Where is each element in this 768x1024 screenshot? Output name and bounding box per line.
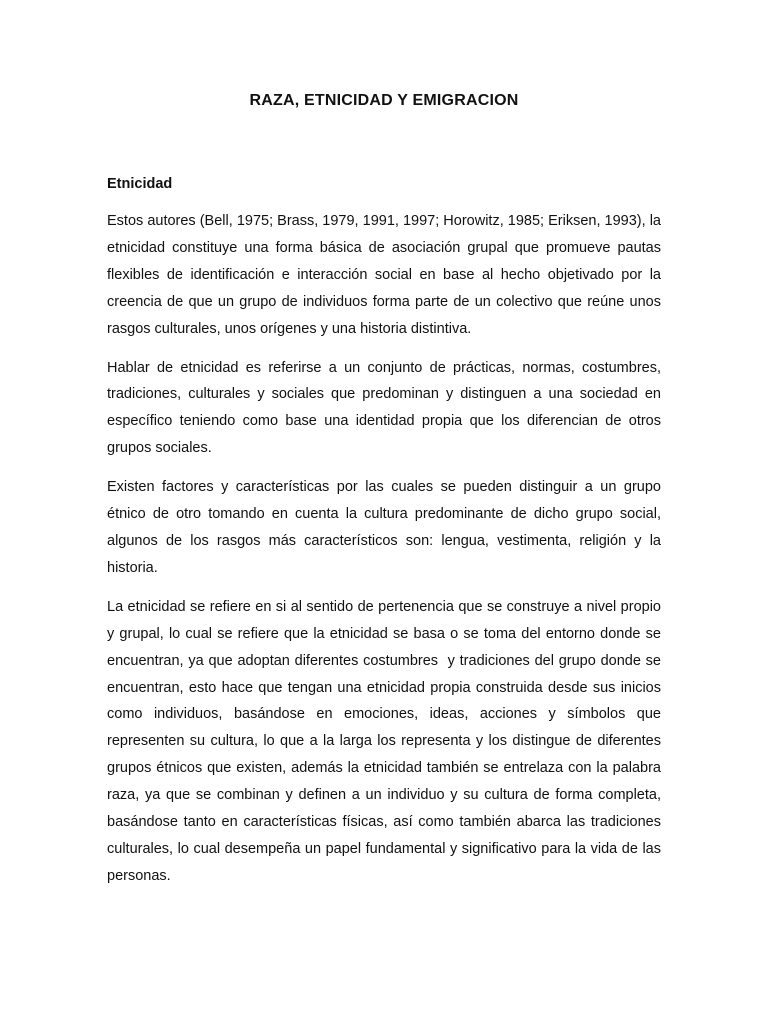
paragraph-2: Hablar de etnicidad es referirse a un conjunto de prácticas, normas, costumbres, tradiciones, culturales y sociales que predominan y distinguen a una sociedad en específico teniendo como base una identidad propia que los diferencian de otros grupos sociales. <box>107 359 666 457</box>
document-body <box>107 173 666 902</box>
section-heading: Etnicidad <box>107 176 173 192</box>
paragraph-1: Estos autores (Bell, 1975; Brass, 1979, 1991, 1997; Horowitz, 1985; Eriksen, 1993), la etnicidad constituye una forma básica de asociación grupal que promueve pautas flexibles de identificación e interacción social en base al hecho objetivado por la creencia de que un grupo de individuos forma parte de un colectivo que reúne unos rasgos culturales, unos orígenes y una historia distintiva. <box>107 213 666 337</box>
paragraph-3: Existen factores y características por las cuales se pueden distinguir a un grupo étnico de otro tomando en cuenta la cultura predominante de dicho grupo social, algunos de los rasgos más característicos son: lengua, vestimenta, religión y la historia. <box>107 479 666 576</box>
document-title: RAZA, ETNICIDAD Y EMIGRACION <box>249 92 519 109</box>
paragraph-4: La etnicidad se refiere en si al sentido de pertenencia que se construye a nivel propio y grupal, lo cual se refiere que la etnicidad se basa o se toma del entorno donde se encuentran, ya que adoptan diferentes costumbres y tradiciones del grupo donde se encuentran, esto hace que tengan una etnicidad propia construida desde sus inicios como individuos, basándose en emociones, ideas, acciones y símbolos que representen su cultura, lo que a la larga los representa y los distingue de diferentes grupos étnicos que existen, además la etnicidad también se entrelaza con la palabra raza, ya que se combinan y definen a un individuo y su cultura de forma completa, basándose tanto en características físicas, así como también abarca las tradiciones culturales, lo cual desempeña un papel fundamental y significativo para la vida de las personas. <box>107 598 666 884</box>
